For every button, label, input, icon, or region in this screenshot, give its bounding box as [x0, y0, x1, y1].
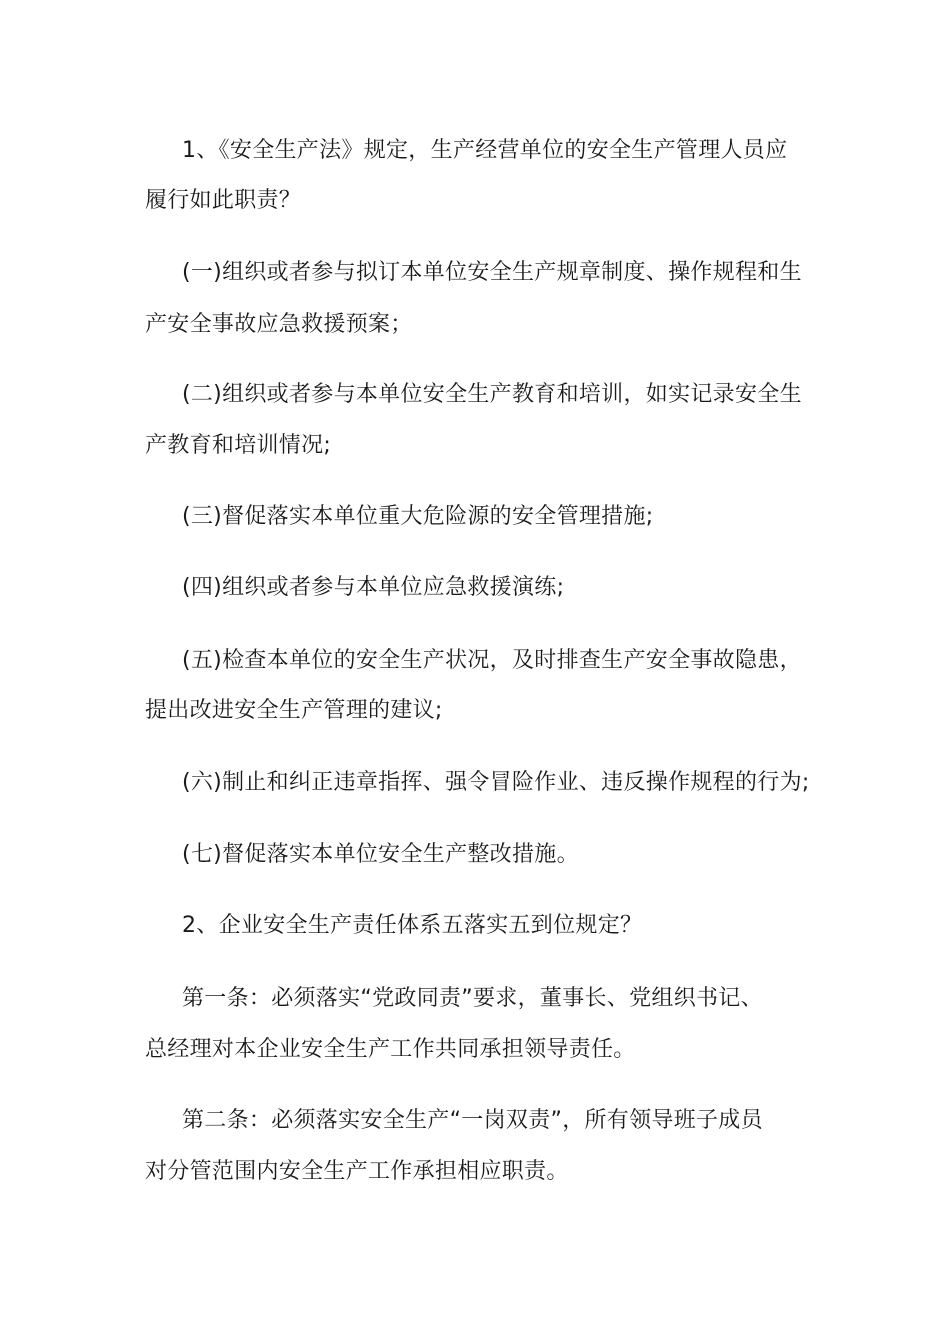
paragraph-line: 2、企业安全生产责任体系五落实五到位规定？	[182, 913, 643, 938]
paragraph-line: 产教育和培训情况;	[145, 433, 332, 458]
paragraph-line: (七)督促落实本单位安全生产整改措施。	[182, 842, 579, 867]
paragraph-line: 履行如此职责？	[145, 188, 302, 213]
paragraph-line: (一)组织或者参与拟订本单位安全生产规章制度、操作规程和生	[182, 260, 802, 285]
paragraph-line: (六)制止和纠正违章指挥、强令冒险作业、违反操作规程的行为;	[182, 770, 810, 795]
paragraph-line: (三)督促落实本单位重大危险源的安全管理措施;	[182, 504, 654, 529]
paragraph-line: 产安全事故应急救援预案；	[145, 312, 413, 337]
paragraph-line: 总经理对本企业安全生产工作共同承担领导责任。	[145, 1037, 636, 1062]
paragraph-line: 第一条：必须落实“党政同责”要求，董事长、党组织书记、	[182, 986, 763, 1011]
paragraph-line: (五)检查本单位的安全生产状况，及时排查生产安全事故隐患，	[182, 648, 802, 673]
paragraph-line: 提出改进安全生产管理的建议;	[145, 698, 443, 723]
paragraph-line: 对分管范围内安全生产工作承担相应职责。	[145, 1159, 569, 1184]
paragraph-line: 1、《安全生产法》规定，生产经营单位的安全生产管理人员应	[182, 138, 788, 163]
paragraph-line: (四)组织或者参与本单位应急救援演练;	[182, 575, 565, 600]
paragraph-line: (二)组织或者参与本单位安全生产教育和培训，如实记录安全生	[182, 382, 802, 407]
paragraph-line: 第二条：必须落实安全生产“一岗双责”，所有领导班子成员	[182, 1108, 763, 1133]
